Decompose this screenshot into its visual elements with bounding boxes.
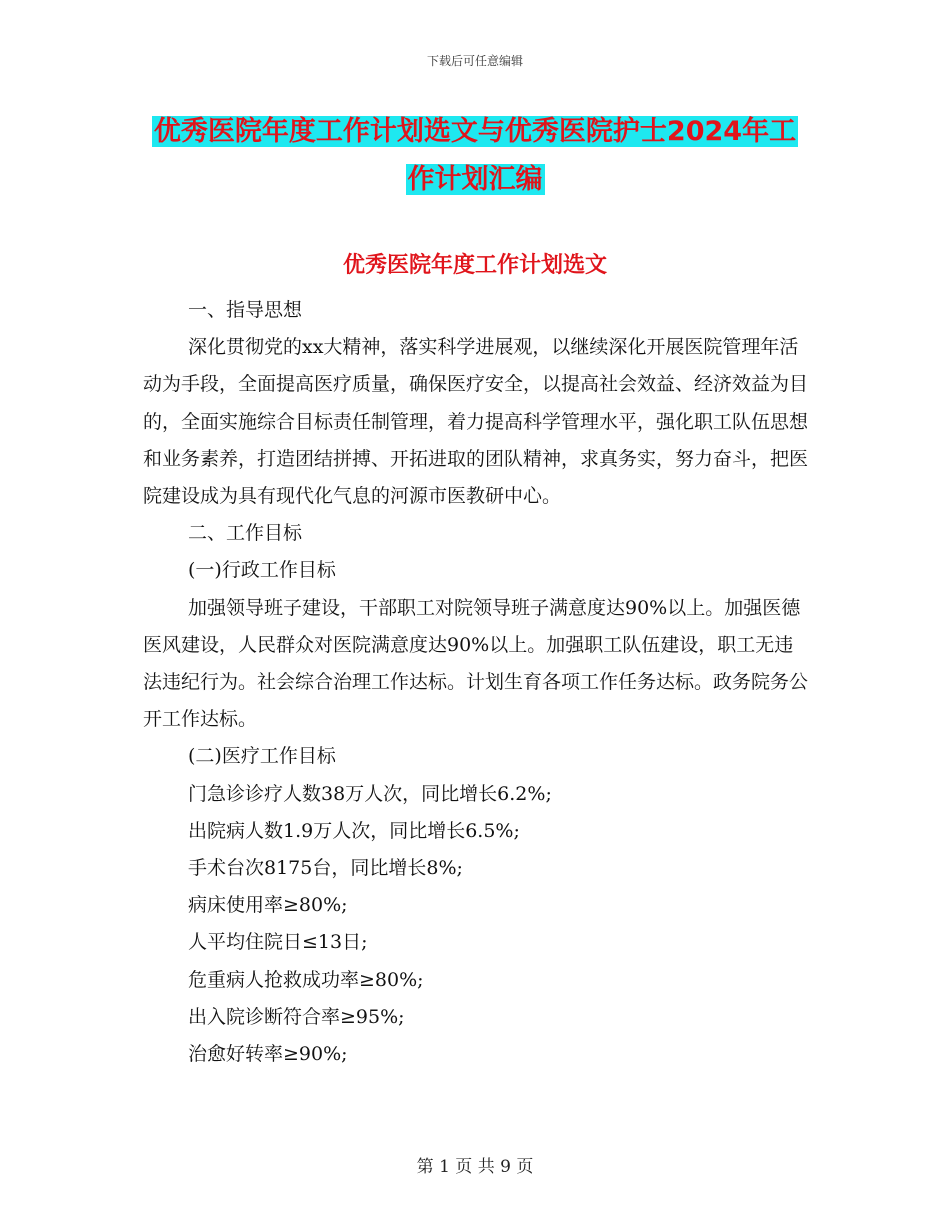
document-title-line-1: 优秀医院年度工作计划选文与优秀医院护士2024年工: [153, 116, 797, 147]
subheading-admin-goals: (一)行政工作目标: [188, 559, 336, 582]
section-title: 优秀医院年度工作计划选文: [342, 253, 607, 278]
heading-guiding-ideology: 一、指导思想: [188, 299, 303, 321]
list-item: 出入院诊断符合率≥95%;: [188, 1005, 405, 1028]
heading-work-goals: 二、工作目标: [188, 522, 303, 545]
document-title: [140, 108, 810, 204]
medical-target-list: [143, 776, 808, 1074]
page-number-footer: 第 1 页 共 9 页: [416, 1157, 534, 1177]
list-item: 治愈好转率≥90%;: [188, 1043, 348, 1066]
list-item: 门急诊诊疗人数38万人次，同比增长6.2%;: [188, 782, 552, 805]
paragraph-admin-goals: 加强领导班子建设，干部职工对院领导班子满意度达90%以上。加强医德医风建设，人民群众对医院满意度达90%以上。加强职工队伍建设，职工无违法违纪行为。社会综合治理工作达标。计划生育各项工作任务达标。政务院务公开工作达标。: [143, 596, 809, 731]
list-item: 人平均住院日≤13日;: [188, 931, 368, 954]
list-item: 出院病人数1.9万人次，同比增长6.5%;: [188, 819, 520, 842]
document-body: [143, 292, 808, 1073]
subheading-medical-goals: (二)医疗工作目标: [188, 745, 336, 768]
paragraph-guiding-ideology: 深化贯彻党的xx大精神，落实科学进展观，以继续深化开展医院管理年活动为手段，全面提高医疗质量，确保医疗安全，以提高社会效益、经济效益为目的，全面实施综合目标责任制管理，着力提高科学管理水平，强化职工队伍思想和业务素养，打造团结拼搏、开拓进取的团队精神，求真务实，努力奋斗，把医院建设成为具有现代化气息的河源市医教研中心。: [143, 336, 809, 508]
list-item: 病床使用率≥80%;: [188, 894, 348, 917]
list-item: 手术台次8175台，同比增长8%;: [188, 857, 463, 880]
document-title-line-2: 作计划汇编: [407, 164, 543, 195]
header-note: 下载后可任意编辑: [426, 54, 523, 68]
list-item: 危重病人抢救成功率≥80%;: [188, 968, 424, 991]
